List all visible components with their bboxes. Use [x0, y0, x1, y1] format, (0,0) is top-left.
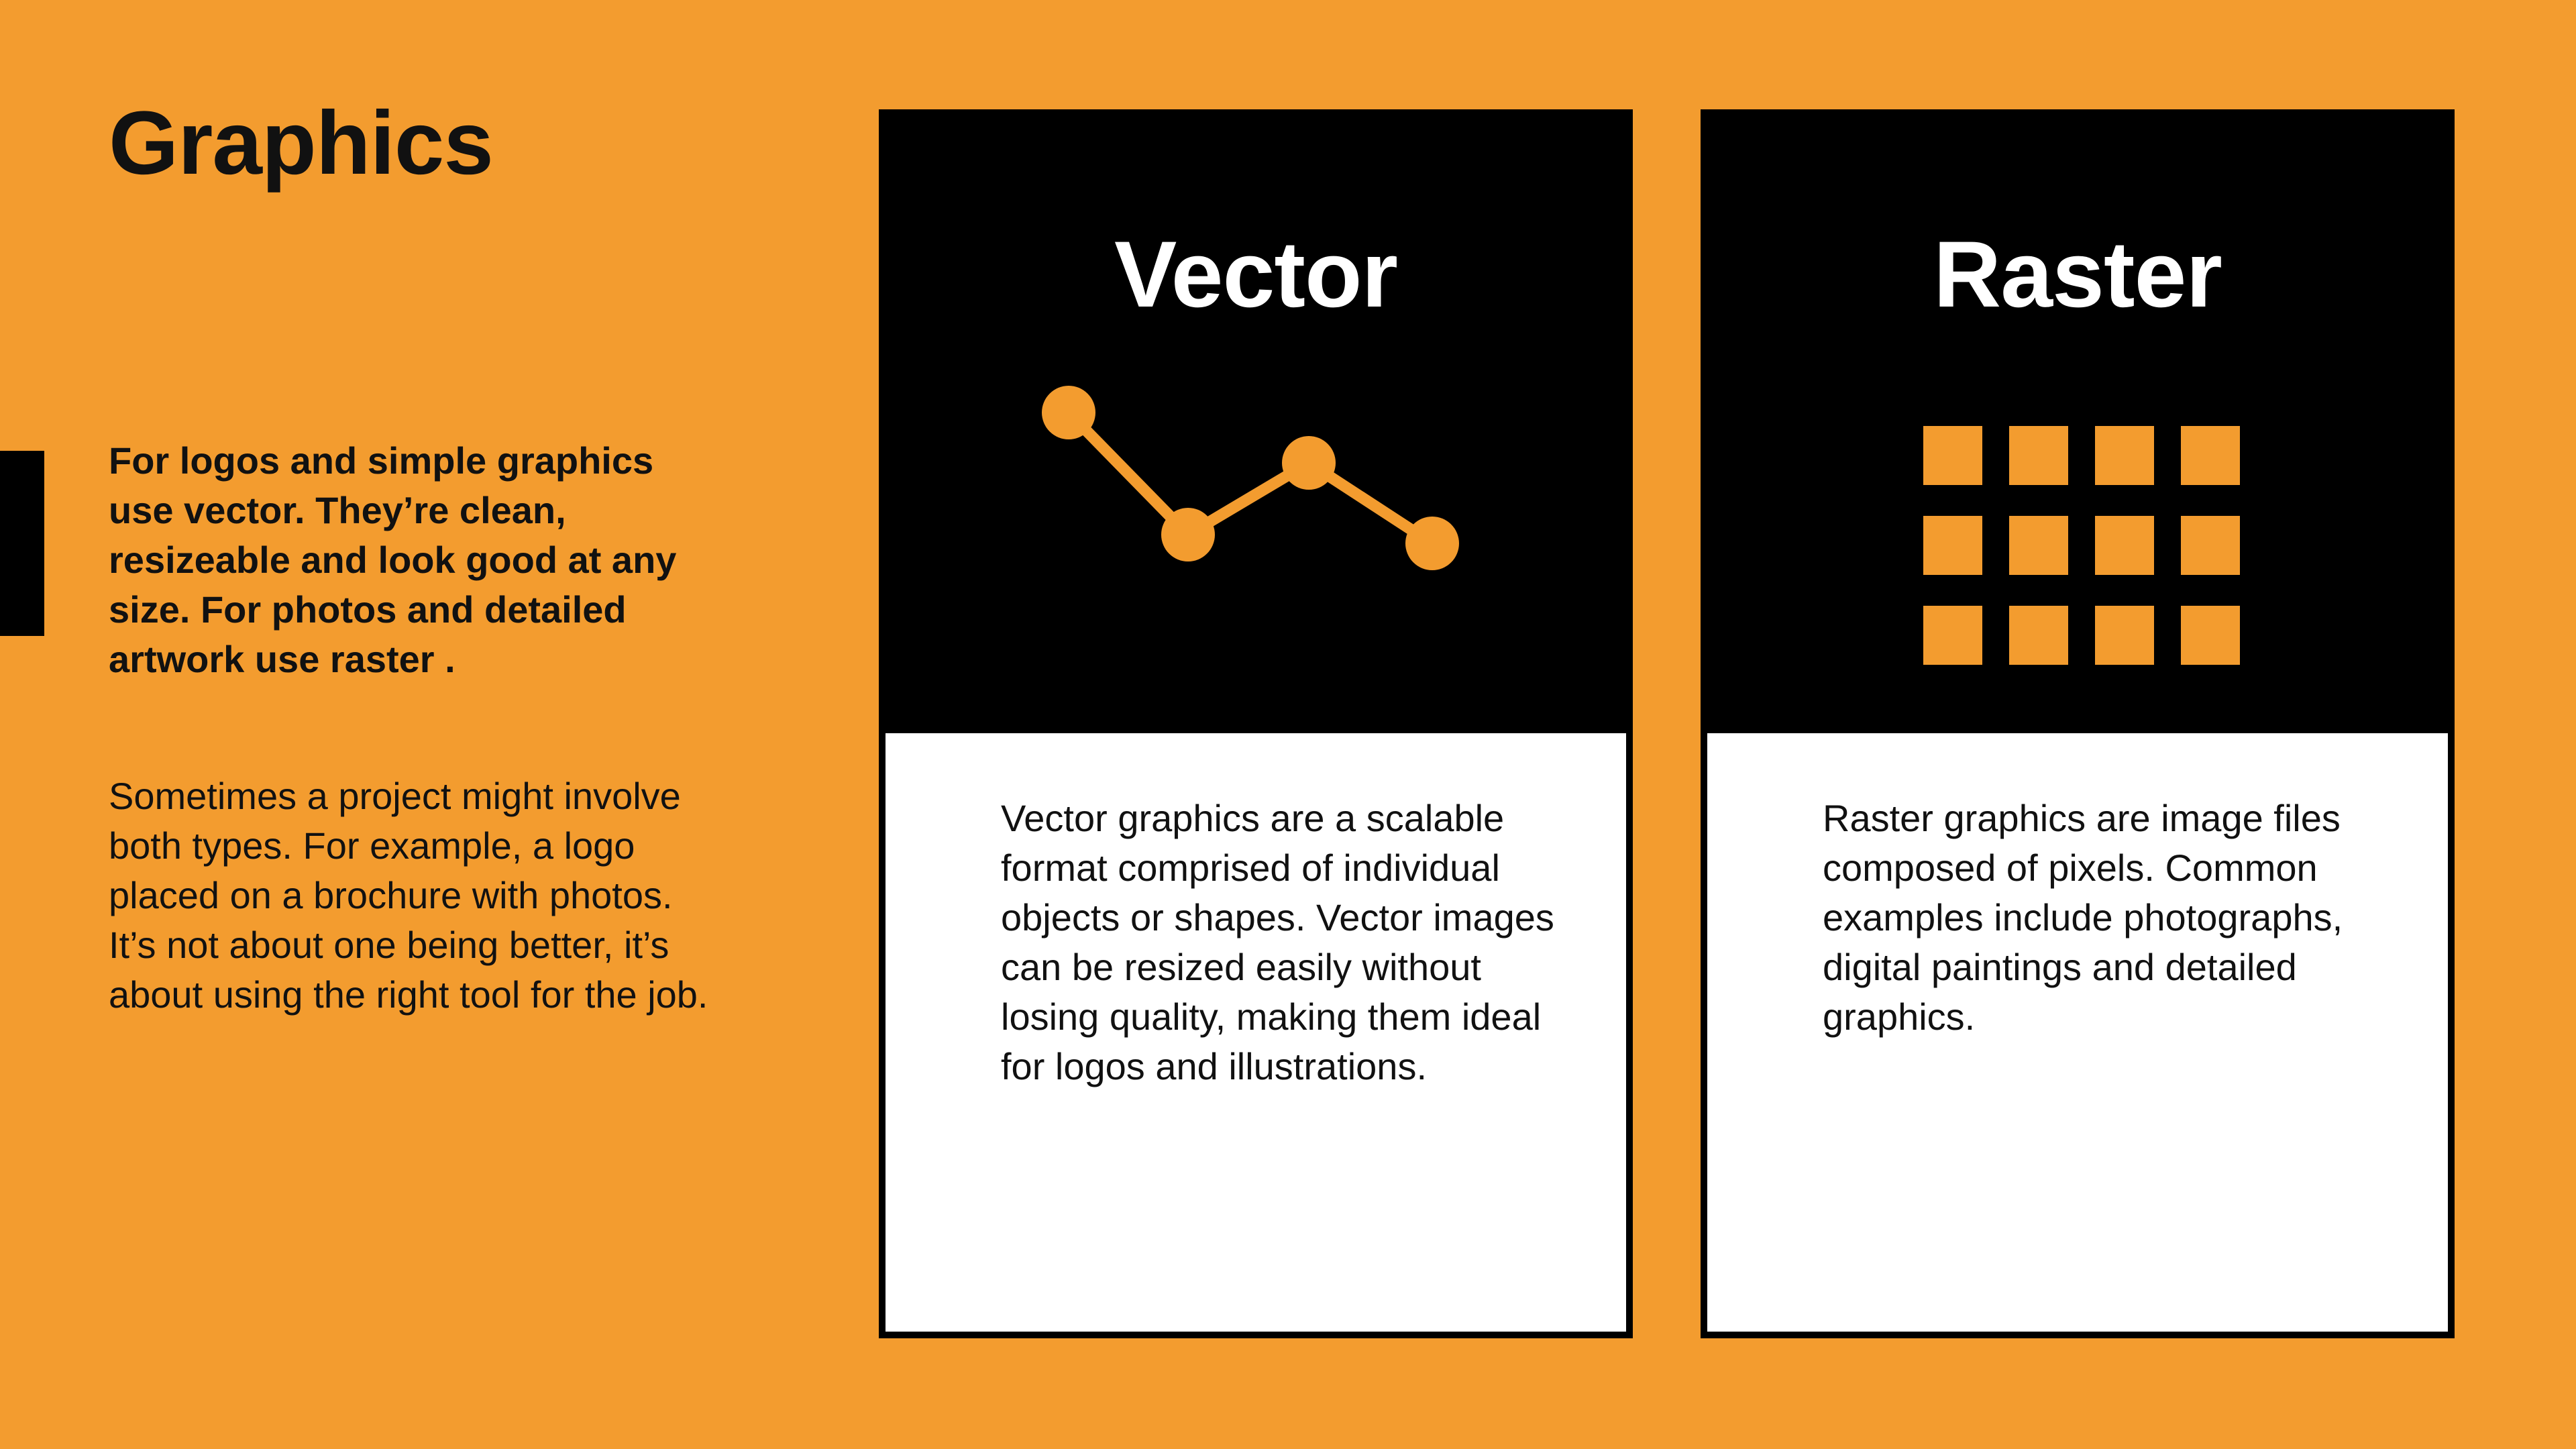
vector-card-title: Vector — [1114, 221, 1397, 327]
vector-card — [879, 109, 1633, 1338]
side-marker-bar — [0, 451, 44, 636]
vector-card-description: Vector graphics are a scalable format comprised of individual objects or shapes. Vector images can be resized easily without losing quality, making them ideal for logos and illustrations. — [1001, 797, 1554, 1087]
vector-card-header — [885, 116, 1626, 733]
pixel-grid-icon — [1923, 426, 2240, 665]
lead-text: For logos and simple graphics use vector. They’re clean, resizeable and look good at any size. For photos and detailed artwork use raster . — [109, 439, 677, 680]
raster-card-description: Raster graphics are image files composed of pixels. Common examples include photographs, digital paintings and detailed graphics. — [1823, 797, 2343, 1038]
raster-card-header — [1707, 116, 2448, 733]
page-title: Graphics — [109, 93, 493, 193]
vector-line-icon — [1042, 386, 1479, 667]
raster-card-title: Raster — [1933, 221, 2222, 327]
body-text: Sometimes a project might involve both types. For example, a logo placed on a brochure with photos. It’s not about one being better, it’s about using the right tool for the job. — [109, 775, 708, 1016]
raster-card — [1701, 109, 2455, 1338]
